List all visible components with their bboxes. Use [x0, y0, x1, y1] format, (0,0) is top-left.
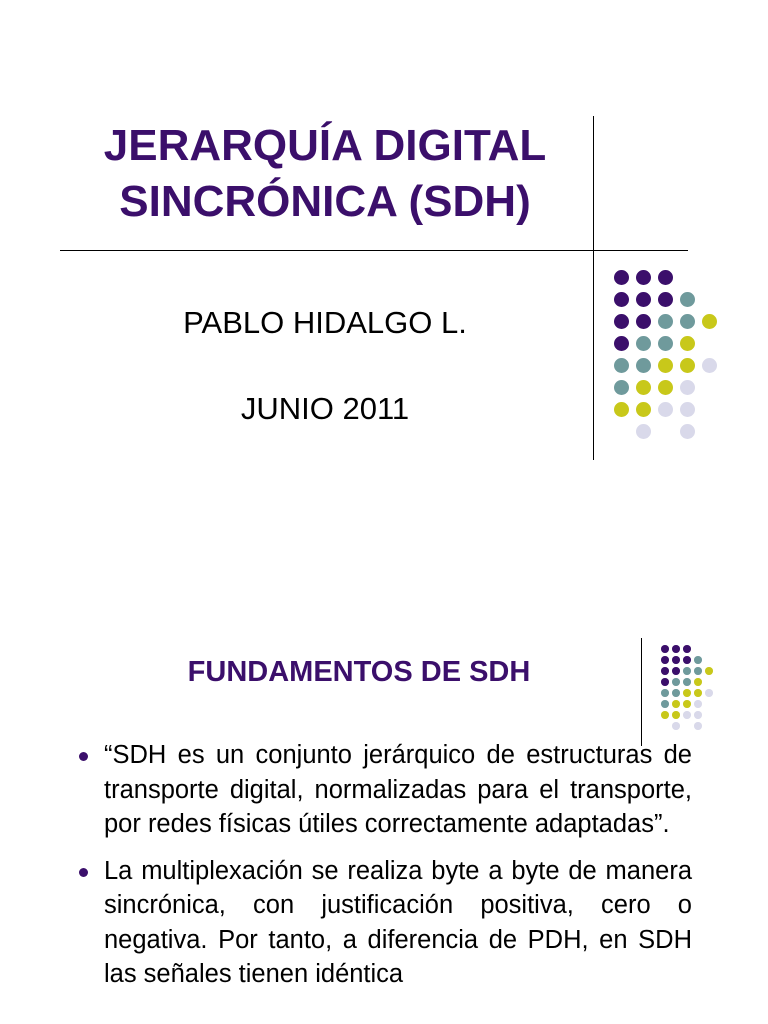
- decorative-dot: [702, 314, 717, 329]
- decorative-dot: [661, 645, 669, 653]
- decorative-dot: [680, 402, 695, 417]
- decorative-dot: [636, 292, 651, 307]
- decorative-dot: [683, 656, 691, 664]
- decorative-dot: [694, 711, 702, 719]
- vertical-divider: [641, 638, 642, 746]
- decorative-dot: [672, 711, 680, 719]
- content-slide: [0, 600, 768, 1024]
- decorative-dot: [672, 700, 680, 708]
- bullet-item: La multiplexación se realiza byte a byte de manera sincrónica, con justificación positiva, cero o negativa. Por tanto, a diferencia de PDH, en SDH las señales tienen idéntica: [74, 854, 692, 992]
- decorative-dot: [680, 358, 695, 373]
- decorative-dot: [694, 722, 702, 730]
- decorative-dot: [683, 689, 691, 697]
- decorative-dot: [661, 711, 669, 719]
- decorative-dot: [683, 700, 691, 708]
- title-line-1: JERARQUÍA DIGITAL: [103, 121, 547, 170]
- decorative-dot: [636, 270, 651, 285]
- decorative-dot: [672, 645, 680, 653]
- decorative-dot: [694, 667, 702, 675]
- vertical-divider: [593, 116, 594, 460]
- decorative-dot: [683, 667, 691, 675]
- decorative-dot: [672, 722, 680, 730]
- decorative-dot: [705, 667, 713, 675]
- decorative-dot: [636, 336, 651, 351]
- decorative-dot: [680, 380, 695, 395]
- slide-subtitle: [60, 300, 590, 432]
- decorative-dot: [661, 678, 669, 686]
- decorative-dot: [702, 358, 717, 373]
- decorative-dot: [658, 358, 673, 373]
- decorative-dot: [636, 402, 651, 417]
- decorative-dot: [683, 678, 691, 686]
- decorative-dot: [680, 336, 695, 351]
- decorative-dot: [661, 700, 669, 708]
- decorative-dot: [705, 689, 713, 697]
- horizontal-divider: [60, 250, 688, 251]
- decorative-dot: [636, 314, 651, 329]
- decorative-dot: [694, 678, 702, 686]
- decorative-dot: [694, 656, 702, 664]
- decorative-dot: [658, 402, 673, 417]
- decorative-dot: [636, 380, 651, 395]
- decorative-dot: [694, 700, 702, 708]
- slide-title: [60, 118, 590, 230]
- decorative-dot: [614, 380, 629, 395]
- title-line-2: SINCRÓNICA (SDH): [119, 177, 531, 226]
- author-name: PABLO HIDALGO L.: [183, 305, 467, 340]
- decorative-dot: [614, 336, 629, 351]
- bullet-item: “SDH es un conjunto jerárquico de estructuras de transporte digital, normalizadas para el transporte, por redes físicas útiles correctamente adaptadas”.: [74, 738, 692, 842]
- decorative-dot: [636, 424, 651, 439]
- decorative-dot: [672, 678, 680, 686]
- decorative-dot: [658, 314, 673, 329]
- decorative-dot: [614, 358, 629, 373]
- decorative-dot: [661, 689, 669, 697]
- presentation-date: JUNIO 2011: [240, 391, 410, 426]
- bullet-list: [74, 738, 692, 1004]
- decorative-dot: [614, 270, 629, 285]
- decorative-dot: [672, 667, 680, 675]
- decorative-dot: [614, 402, 629, 417]
- decorative-dot: [672, 689, 680, 697]
- decorative-dot: [680, 292, 695, 307]
- decorative-dot: [683, 645, 691, 653]
- decorative-dot: [658, 336, 673, 351]
- decorative-dot: [658, 270, 673, 285]
- decorative-dot: [672, 656, 680, 664]
- decorative-dot: [658, 292, 673, 307]
- decorative-dot: [661, 667, 669, 675]
- decorative-dot: [683, 711, 691, 719]
- decorative-dot: [614, 314, 629, 329]
- decorative-dot: [658, 380, 673, 395]
- slide-title: FUNDAMENTOS DE SDH: [187, 656, 531, 688]
- decorative-dot: [694, 689, 702, 697]
- decorative-dot: [680, 314, 695, 329]
- decorative-dot: [614, 292, 629, 307]
- decorative-dot: [636, 358, 651, 373]
- decorative-dot: [661, 656, 669, 664]
- decorative-dot: [680, 424, 695, 439]
